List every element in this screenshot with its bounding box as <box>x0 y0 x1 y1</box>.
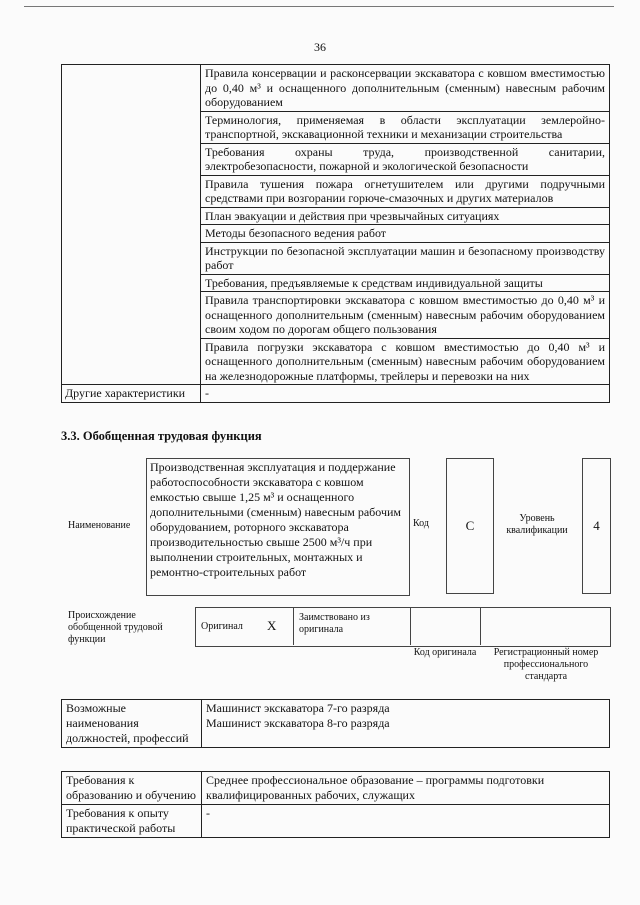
top-rule <box>24 6 614 7</box>
experience-value: - <box>202 805 610 838</box>
positions-label: Возможные наименования должностей, профессий <box>62 700 202 748</box>
table-row <box>62 385 610 403</box>
table-cell: Правила транспортировки экскаватора с ковшом вместимостью до 0,40 м³ и оснащенного дополнительным (сменным) навесным рабочим оборудованием своим ходом по дорогам общего пользования <box>201 292 610 339</box>
education-value: Среднее профессиональное образование – программы подготовки квалифицированных рабочих, служащих <box>202 772 610 805</box>
requirements-table <box>61 771 610 838</box>
positions-table <box>61 699 610 748</box>
code-original-caption: Код оригинала <box>413 647 477 658</box>
level-value: 4 <box>593 518 600 533</box>
table-row <box>62 700 610 748</box>
page-number: 36 <box>314 40 326 54</box>
table-row <box>62 805 610 838</box>
other-characteristics-value: - <box>201 385 610 403</box>
origin-divider-2 <box>410 607 411 645</box>
table-cell: Терминология, применяемая в области эксплуатации землеройно-транспортной, экскавационной техники и механизации строительства <box>201 111 610 143</box>
table-cell: Методы безопасного ведения работ <box>201 225 610 243</box>
positions-values <box>202 700 610 748</box>
section-title: 3.3. Обобщенная трудовая функция <box>61 429 262 443</box>
position-item: Машинист экскаватора 8-го разряда <box>206 716 390 730</box>
function-name-box: Производственная эксплуатация и поддержание работоспособности экскаватора с ковшом емкостью свыше 1,25 м³ и оснащенного дополнительными (сменным) навесным рабочим оборудованием, роторного экскаватора производительностью свыше 2500 м³/ч при выполнении строительных, монтажных и ремонтно-строительных работ <box>146 458 410 596</box>
table-cell: Правила погрузки экскаватора с ковшом вместимостью до 0,40 м³ и оснащенного дополнительным (сменным) навесным рабочим оборудованием на железнодорожные платформы, трейлеры и перевозки на них <box>201 338 610 385</box>
table-cell: Правила тушения пожара огнетушителем или другими подручными средствами при возгорании горюче-смазочных и других материалов <box>201 175 610 207</box>
table-cell: Правила консервации и расконсервации экскаватора с ковшом вместимостью до 0,40 м³ и оснащенного дополнительным (сменным) навесным рабочим оборудованием <box>201 65 610 112</box>
code-box <box>446 458 494 594</box>
table-cell: План эвакуации и действия при чрезвычайных ситуациях <box>201 207 610 225</box>
table-cell: Требования охраны труда, производственной санитарии, электробезопасности, пожарной и экологической безопасности <box>201 143 610 175</box>
registration-number-caption: Регистрационный номер профессионального стандарта <box>493 647 599 682</box>
knowledge-table <box>61 64 610 403</box>
position-item: Машинист экскаватора 7-го разряда <box>206 701 390 715</box>
level-label: Уровень квалификации <box>506 513 568 536</box>
table-row <box>62 772 610 805</box>
left-cell-empty <box>62 65 201 385</box>
code-label: Код <box>413 518 429 529</box>
table-row <box>62 65 610 112</box>
table-cell: Инструкции по безопасной эксплуатации машин и безопасному производству работ <box>201 242 610 274</box>
original-mark: X <box>267 618 277 633</box>
original-label: Оригинал <box>201 621 243 632</box>
experience-label: Требования к опыту практической работы <box>62 805 202 838</box>
origin-divider-1 <box>293 607 294 645</box>
education-label: Требования к образованию и обучению <box>62 772 202 805</box>
table-cell: Требования, предъявляемые к средствам индивидуальной защиты <box>201 274 610 292</box>
borrowed-label: Заимствовано из оригинала <box>299 612 370 635</box>
origin-divider-3 <box>480 607 481 645</box>
code-value: C <box>465 518 475 533</box>
level-box <box>582 458 611 594</box>
origin-label: Происхождение обобщенной трудовой функции <box>68 610 163 645</box>
other-characteristics-label: Другие характеристики <box>62 385 201 403</box>
name-label: Наименование <box>68 520 131 531</box>
